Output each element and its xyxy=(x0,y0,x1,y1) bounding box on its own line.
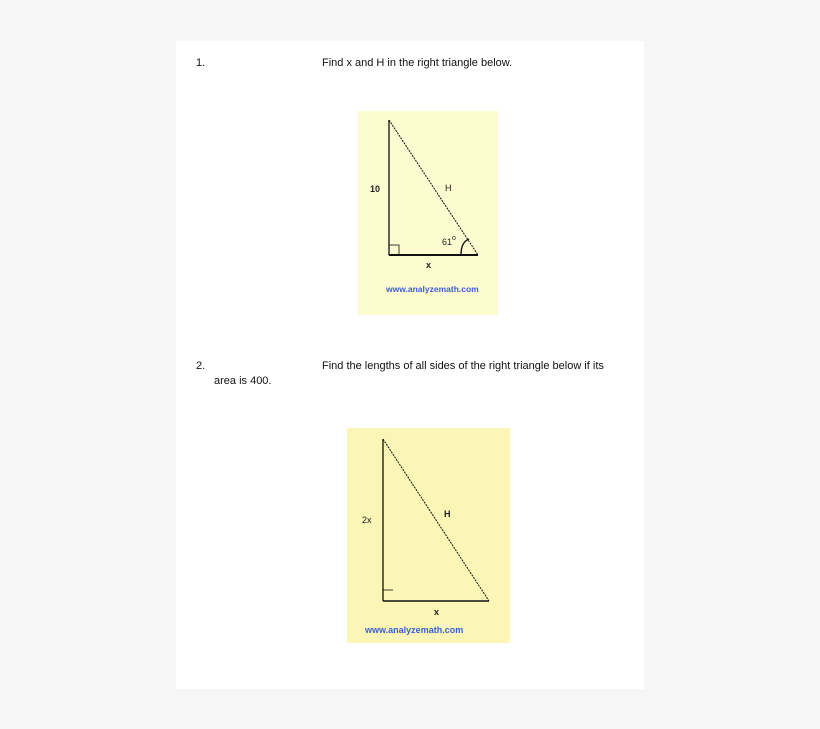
problem-2-number: 2. xyxy=(196,360,206,372)
watermark-2: www.analyzemath.com xyxy=(365,625,464,635)
problem-1-figure xyxy=(358,111,498,315)
side-label-1: 10 xyxy=(370,184,381,194)
base-label-1: x xyxy=(426,260,432,270)
hyp-label-1: H xyxy=(445,183,452,193)
watermark-1: www.analyzemath.com xyxy=(386,284,479,294)
problem-2-text-line1: Find the lengths of all sides of the right triangle below if its xyxy=(322,360,604,372)
base-label-2: x xyxy=(434,607,440,617)
angle-degree-symbol-1: o xyxy=(452,235,456,242)
problem-1-text: Find x and H in the right triangle below. xyxy=(322,57,513,69)
problem-2-figure xyxy=(347,428,510,643)
side-label-2: 2x xyxy=(362,515,372,525)
triangle-2-diagram xyxy=(347,428,510,643)
problem-2-text-line2: area is 400. xyxy=(214,375,272,387)
triangle-1-diagram xyxy=(358,111,498,315)
hyp-label-2: H xyxy=(444,509,451,519)
figure-2-background xyxy=(347,428,510,643)
problem-1-number: 1. xyxy=(196,57,206,69)
angle-label-1: 61 xyxy=(442,237,453,247)
document-page xyxy=(176,41,644,689)
